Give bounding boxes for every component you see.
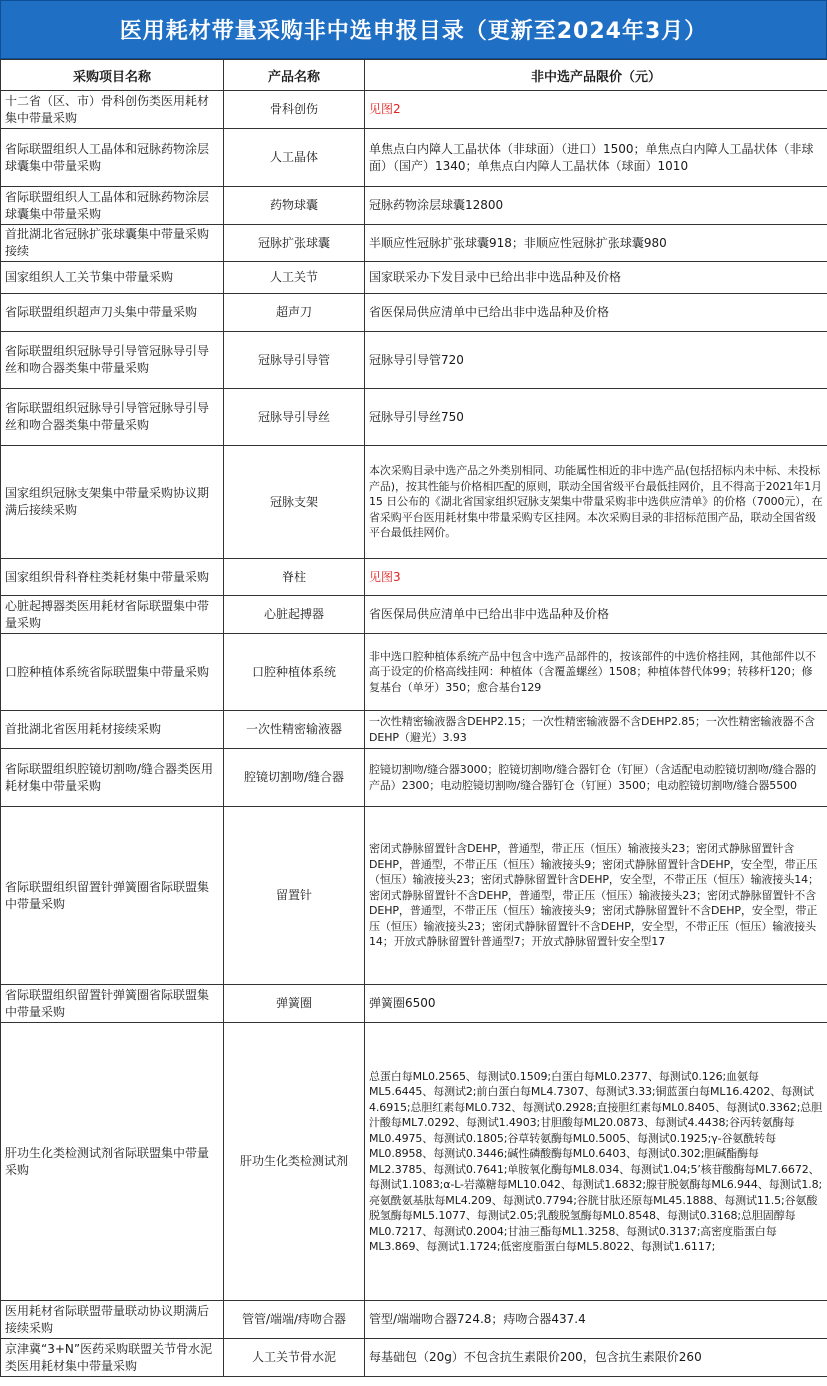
product-name-cell: 肝功生化类检测试剂 (224, 1023, 365, 1301)
table-header-row (1, 60, 827, 91)
price-limit-cell: 总蛋白每ML0.2565、每测试0.1509;白蛋白每ML0.2377、每测试0.126;血氨每ML5.6445、每测试2;前白蛋白每ML4.7307、每测试3.33;铜蓝蛋白每ML16.4202、每测试4.6915;总胆红素每ML0.732、每测试0.2928;直接胆红素每ML0.8405、每测试0.3362;总胆汁酸每ML7.0292、每测试1.4903;甘胆酸每ML20.0873、每测试4.4438;谷丙转氨酶每ML0.4975、每测试0.1805;谷草转氨酶每ML0.5005、每测试0.1925;γ-谷氨酰转每ML0.8958、每测试0.3446;碱性磷酸酶每ML0.6403、每测试0.302;胆碱酯酶每ML2.3785、每测试0.7641;单胺氧化酶每ML8.034、每测试1.04;5’核苷酸酶每ML7.6672、每测试1.1083;α-L-岩藻糖每ML10.042、每测试1.6832;腺苷脱氨酶每ML6.944、每测试1.8;亮氨酰氨基肽每ML4.209、每测试0.7794;谷胱甘肽还原每ML45.1888、每测试11.5;谷氨酸脱氢酶每ML5.1077、每测试2.05;乳酸脱氢酶每ML0.8548、每测试0.3168;总胆固醇每ML0.7217、每测试0.2004;甘油三酯每ML1.3258、每测试0.3137;高密度脂蛋白每ML3.869、每测试1.1724;低密度脂蛋白每ML5.8022、每测试1.6117; (365, 1023, 827, 1301)
price-limit-cell: 国家联采办下发目录中已给出非中选品种及价格 (365, 262, 827, 294)
price-limit-cell: 省医保局供应清单中已给出非中选品种及价格 (365, 596, 827, 634)
project-name-cell: 省际联盟组织留置针弹簧圈省际联盟集中带量采购 (1, 807, 224, 985)
price-limit-cell: 冠脉导引导管720 (365, 332, 827, 389)
price-limit-cell: 弹簧圈6500 (365, 985, 827, 1023)
project-name-cell: 口腔种植体系统省际联盟集中带量采购 (1, 634, 224, 711)
product-name-cell: 冠脉扩张球囊 (224, 225, 365, 262)
product-name-cell: 心脏起搏器 (224, 596, 365, 634)
table-row (1, 1023, 827, 1301)
table-row (1, 332, 827, 389)
table-row (1, 985, 827, 1023)
page-title: 医用耗材带量采购非中选申报目录（更新至2024年3月） (0, 0, 827, 59)
project-name-cell: 肝功生化类检测试剂省际联盟集中带量采购 (1, 1023, 224, 1301)
product-name-cell: 骨科创伤 (224, 91, 365, 129)
table-row (1, 749, 827, 807)
product-name-cell: 一次性精密输液器 (224, 711, 365, 749)
project-name-cell: 十二省（区、市）骨科创伤类医用耗材集中带量采购 (1, 91, 224, 129)
product-name-cell: 冠脉支架 (224, 446, 365, 559)
product-name-cell: 超声刀 (224, 294, 365, 332)
catalog-table (0, 59, 827, 1377)
price-link-cell[interactable]: 见图2 (365, 91, 827, 129)
table-row (1, 634, 827, 711)
table-row (1, 711, 827, 749)
price-link-cell[interactable]: 见图3 (365, 559, 827, 596)
price-limit-cell: 省医保局供应清单中已给出非中选品种及价格 (365, 294, 827, 332)
project-name-cell: 京津冀“3+N”医药采购联盟关节骨水泥类医用耗材集中带量采购 (1, 1339, 224, 1377)
project-name-cell: 省际联盟组织超声刀头集中带量采购 (1, 294, 224, 332)
product-name-cell: 人工关节骨水泥 (224, 1339, 365, 1377)
project-name-cell: 首批湖北省冠脉扩张球囊集中带量采购接续 (1, 225, 224, 262)
table-row (1, 807, 827, 985)
table-row (1, 1301, 827, 1339)
price-limit-cell: 一次性精密输液器含DEHP2.15；一次性精密输液器不含DEHP2.85；一次性精密输液器不含DEHP（避光）3.93 (365, 711, 827, 749)
product-name-cell: 人工关节 (224, 262, 365, 294)
product-name-cell: 冠脉导引导丝 (224, 389, 365, 446)
table-row (1, 225, 827, 262)
table-row (1, 389, 827, 446)
column-header-product: 产品名称 (224, 60, 365, 91)
table-row (1, 1339, 827, 1377)
price-limit-cell: 半顺应性冠脉扩张球囊918；非顺应性冠脉扩张球囊980 (365, 225, 827, 262)
project-name-cell: 省际联盟组织冠脉导引导管冠脉导引导丝和吻合器类集中带量采购 (1, 332, 224, 389)
product-name-cell: 口腔种植体系统 (224, 634, 365, 711)
table-row (1, 262, 827, 294)
product-name-cell: 冠脉导引导管 (224, 332, 365, 389)
table-row (1, 129, 827, 187)
product-name-cell: 管管/端端/痔吻合器 (224, 1301, 365, 1339)
project-name-cell: 省际联盟组织留置针弹簧圈省际联盟集中带量采购 (1, 985, 224, 1023)
project-name-cell: 省际联盟组织人工晶体和冠脉药物涂层球囊集中带量采购 (1, 187, 224, 225)
price-limit-cell: 单焦点白内障人工晶状体（非球面）（进口）1500；单焦点白内障人工晶状体（非球面）（国产）1340；单焦点白内障人工晶状体（球面）1010 (365, 129, 827, 187)
product-name-cell: 留置针 (224, 807, 365, 985)
table-row (1, 294, 827, 332)
project-name-cell: 首批湖北省医用耗材接续采购 (1, 711, 224, 749)
table-row (1, 187, 827, 225)
price-limit-cell: 冠脉药物涂层球囊12800 (365, 187, 827, 225)
price-limit-cell: 本次采购目录中选产品之外类别相同、功能属性相近的非中选产品(包括招标内未中标、未投标产品)，按其性能与价格相匹配的原则，联动全国省级平台最低挂网价，且不得高于2021年1月15 日公布的《湖北省国家组织冠脉支架集中带量采购非中选供应清单》的价格（7000元），在省采购平台医用耗材集中带量采购专区挂网。本次采购目录的非招标范围产品，联动全国省级平台最低挂网价。 (365, 446, 827, 559)
project-name-cell: 国家组织冠脉支架集中带量采购协议期满后接续采购 (1, 446, 224, 559)
project-name-cell: 医用耗材省际联盟带量联动协议期满后接续采购 (1, 1301, 224, 1339)
product-name-cell: 人工晶体 (224, 129, 365, 187)
column-header-project: 采购项目名称 (1, 60, 224, 91)
project-name-cell: 心脏起搏器类医用耗材省际联盟集中带量采购 (1, 596, 224, 634)
price-limit-cell: 密闭式静脉留置针含DEHP，普通型，带正压（恒压）输液接头23；密闭式静脉留置针含DEHP，普通型，不带正压（恒压）输液接头9；密闭式静脉留置针含DEHP，安全型，带正压（恒压）输液接头23；密闭式静脉留置针含DEHP，安全型，不带正压（恒压）输液接头14；密闭式静脉留置针不含DEHP，普通型，带正压（恒压）输液接头23；密闭式静脉留置针不含DEHP，普通型，不带正压（恒压）输液接头9；密闭式静脉留置针不含DEHP，安全型，带正压（恒压）输液接头23；密闭式静脉留置针不含DEHP，安全型，不带正压（恒压）输液接头14；开放式静脉留置针普通型7；开放式静脉留置针安全型17 (365, 807, 827, 985)
table-row (1, 91, 827, 129)
project-name-cell: 国家组织骨科脊柱类耗材集中带量采购 (1, 559, 224, 596)
price-limit-cell: 每基础包（20g）不包含抗生素限价200，包含抗生素限价260 (365, 1339, 827, 1377)
column-header-price: 非中选产品限价（元） (365, 60, 827, 91)
product-name-cell: 腔镜切割吻/缝合器 (224, 749, 365, 807)
price-limit-cell: 冠脉导引导丝750 (365, 389, 827, 446)
project-name-cell: 省际联盟组织人工晶体和冠脉药物涂层球囊集中带量采购 (1, 129, 224, 187)
price-limit-cell: 管型/端端吻合器724.8；痔吻合器437.4 (365, 1301, 827, 1339)
product-name-cell: 药物球囊 (224, 187, 365, 225)
product-name-cell: 弹簧圈 (224, 985, 365, 1023)
project-name-cell: 国家组织人工关节集中带量采购 (1, 262, 224, 294)
table-row (1, 596, 827, 634)
project-name-cell: 省际联盟组织腔镜切割吻/缝合器类医用耗材集中带量采购 (1, 749, 224, 807)
table-row (1, 559, 827, 596)
table-row (1, 446, 827, 559)
product-name-cell: 脊柱 (224, 559, 365, 596)
project-name-cell: 省际联盟组织冠脉导引导管冠脉导引导丝和吻合器类集中带量采购 (1, 389, 224, 446)
price-limit-cell: 非中选口腔种植体系统产品中包含中选产品部件的，按该部件的中选价格挂网，其他部件以不高于设定的价格高线挂网：种植体（含覆盖螺丝）1508；种植体替代体99；转移杆120；修复基台（单牙）350；愈合基台129 (365, 634, 827, 711)
price-limit-cell: 腔镜切割吻/缝合器3000；腔镜切割吻/缝合器钉仓（钉匣）（含适配电动腔镜切割吻/缝合器的产品）2300；电动腔镜切割吻/缝合器钉仓（钉匣）3500；电动腔镜切割吻/缝合器5500 (365, 749, 827, 807)
